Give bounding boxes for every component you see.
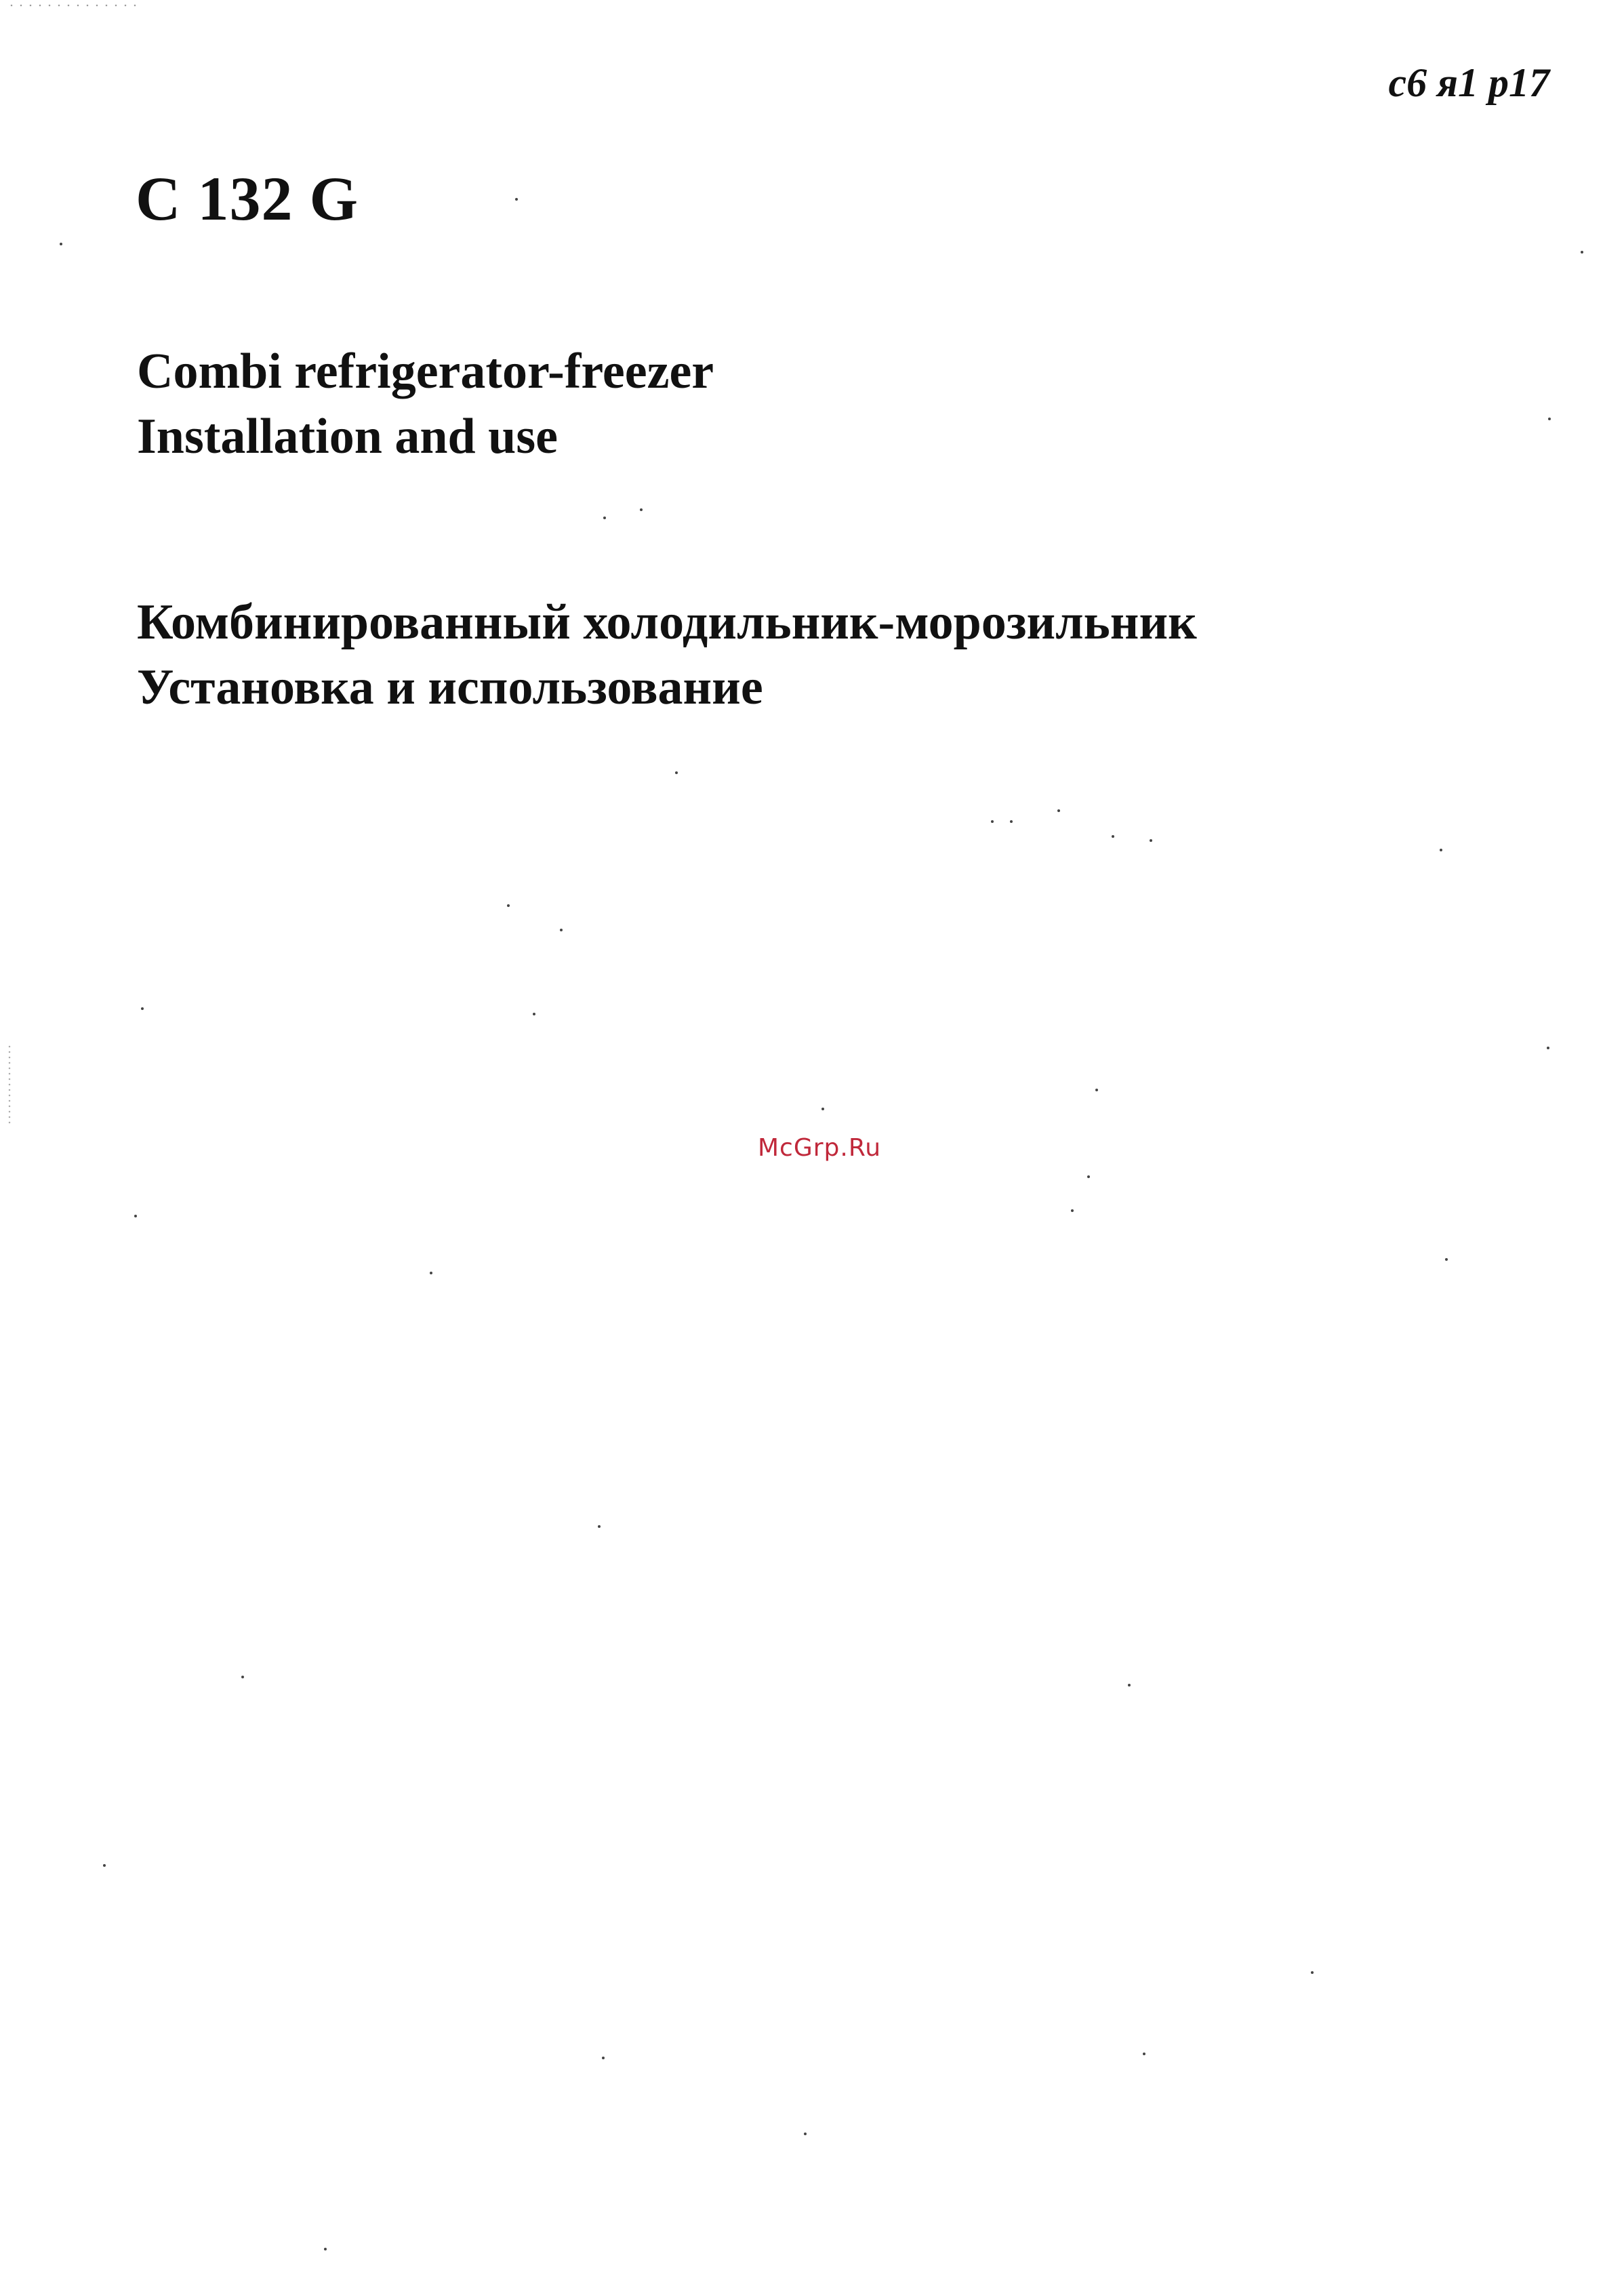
scan-speck <box>991 820 994 823</box>
scan-speck <box>141 1007 144 1010</box>
scan-speck <box>1010 820 1013 823</box>
scan-speck <box>1548 418 1551 420</box>
scan-speck <box>1547 1047 1549 1049</box>
scan-speck <box>60 243 62 245</box>
scan-speck <box>1150 839 1152 842</box>
scan-speck <box>1095 1089 1098 1091</box>
scan-speck <box>324 2248 327 2250</box>
scan-speck <box>1128 1684 1131 1686</box>
russian-subtitle <box>137 590 1197 720</box>
scan-edge-dots-left <box>8 1044 11 1125</box>
scan-speck <box>134 1215 137 1217</box>
scan-speck <box>533 1013 535 1015</box>
scan-speck <box>598 1525 601 1528</box>
english-line-2: Installation and use <box>137 409 558 464</box>
scan-speck <box>821 1108 824 1110</box>
scan-speck <box>1311 1971 1314 1974</box>
scan-speck <box>1087 1175 1090 1178</box>
scan-speck <box>602 2057 605 2059</box>
scan-speck <box>1445 1258 1448 1261</box>
scan-speck <box>1057 809 1060 812</box>
english-line-1: Combi refrigerator-freezer <box>137 344 714 399</box>
scan-edge-dots-top <box>7 4 142 7</box>
watermark-link[interactable]: McGrp.Ru <box>758 1134 882 1162</box>
scan-speck <box>603 517 606 519</box>
scan-speck <box>675 771 678 774</box>
english-subtitle <box>137 339 714 469</box>
handwritten-code: c6 я1 p17 <box>1388 60 1549 105</box>
scan-speck <box>430 1272 432 1274</box>
scan-speck <box>1581 251 1583 254</box>
scan-speck <box>103 1864 106 1867</box>
scan-speck <box>1071 1209 1074 1212</box>
scan-speck <box>640 508 643 511</box>
scan-speck <box>515 198 518 201</box>
russian-line-1: Комбинированный холодильник-морозильник <box>137 594 1197 650</box>
scan-speck <box>1440 849 1442 851</box>
scan-speck <box>560 929 563 931</box>
scan-speck <box>507 904 510 907</box>
scan-speck <box>1112 835 1114 838</box>
scan-speck <box>241 1676 244 1678</box>
model-title: C 132 G <box>136 164 359 233</box>
scan-speck <box>1143 2053 1145 2055</box>
scan-speck <box>804 2133 807 2135</box>
russian-line-2: Установка и использование <box>137 660 763 715</box>
